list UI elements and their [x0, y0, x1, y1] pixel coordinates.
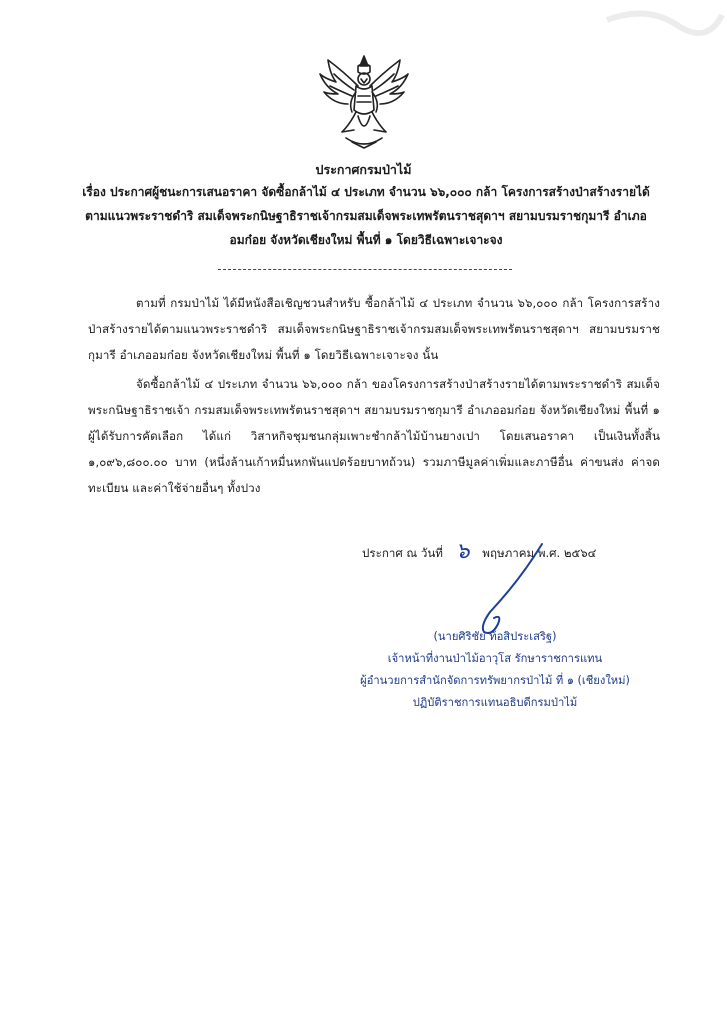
body-paragraph-2: จัดซื้อกล้าไม้ ๔ ประเภท จำนวน ๖๖,๐๐๐ กล้า ของโครงการสร้างป่าสร้างรายได้ตามพระราชดำริ สมเด็จพระกนิษฐาธิราชเจ้า กรมสมเด็จพระเทพรัตนราชสุดาฯ สยามบรมราชกุมารี อำเภออมก๋อย จังหวัดเชียงใหม่ พื้นที่ ๑ ผู้ได้รับการคัดเลือก ได้แก่ วิสาหกิจชุมชนกลุ่มเพาะชำกล้าไม้บ้านยางเปา โดยเสนอราคา เป็นเงินทั้งสิ้น ๑,๐๙๖,๘๐๐.๐๐ บาท (หนึ่งล้านเก้าหมื่นหกพันแปดร้อยบาทถ้วน) รวมภาษีมูลค่าเพิ่มและภาษีอื่น ค่าขนส่ง ค่าจดทะเบียน และค่าใช้จ่ายอื่นๆ ทั้งปวง: [88, 377, 660, 495]
divider-line: [218, 269, 512, 270]
scan-artifact: [587, 0, 727, 70]
signature-stroke: [450, 540, 550, 640]
announce-suffix: พฤษภาคม พ.ศ. ๒๕๖๔: [482, 546, 597, 560]
signer-title-1: เจ้าหน้าที่งานป่าไม้อาวุโส รักษาราชการแทน: [387, 652, 603, 665]
signer-name: (นายศิริชัย ท้อสิประเสริฐ): [433, 630, 557, 643]
signature-block: [350, 626, 640, 714]
subject-line: เรื่อง ประกาศผู้ชนะการเสนอราคา จัดซื้อกล้าไม้ ๔ ประเภท จำนวน ๖๖,๐๐๐ กล้า โครงการสร้างป่าสร้างรายได้: [82, 185, 650, 199]
announce-prefix: ประกาศ ณ วันที่: [362, 546, 443, 560]
garuda-emblem-icon: [316, 52, 412, 152]
subject-line: ตามแนวพระราชดำริ สมเด็จพระกนิษฐาธิราชเจ้ากรมสมเด็จพระเทพรัตนราชสุดาฯ สยามบรมราชกุมารี อำเภอ: [85, 209, 647, 223]
signer-title-3: ปฏิบัติราชการแทนอธิบดีกรมป่าไม้: [412, 696, 578, 709]
body-paragraph-1: ตามที่ กรมป่าไม้ ได้มีหนังสือเชิญชวนสำหรับ ซื้อกล้าไม้ ๔ ประเภท จำนวน ๖๖,๐๐๐ กล้า โครงการสร้างป่าสร้างรายได้ตามแนวพระราชดำริ สมเด็จพระกนิษฐาธิราชเจ้ากรมสมเด็จพระเทพรัตนราชสุดาฯ สยามบรมราชกุมารี อำเภออมก๋อย จังหวัดเชียงใหม่ พื้นที่ ๑ โดยวิธีเฉพาะเจาะจง นั้น: [88, 296, 660, 362]
signer-title-2: ผู้อำนวยการสำนักจัดการทรัพยากรป่าไม้ ที่ ๑ (เชียงใหม่): [360, 674, 630, 687]
document-subject: [66, 180, 666, 252]
document-heading: ประกาศกรมป่าไม้: [315, 162, 412, 177]
subject-line: อมก๋อย จังหวัดเชียงใหม่ พื้นที่ ๑ โดยวิธีเฉพาะเจาะจง: [229, 233, 503, 247]
announce-day: ๖: [455, 539, 470, 564]
